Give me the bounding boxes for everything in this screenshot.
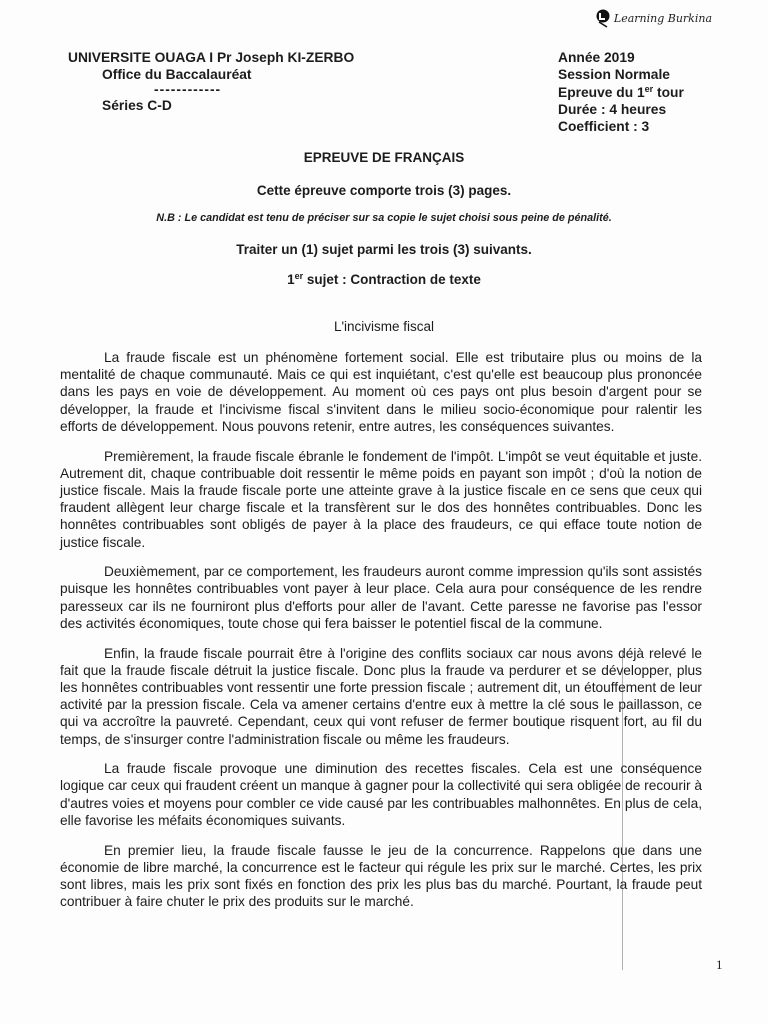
header-left [68, 49, 354, 114]
header-separator: ------------ [154, 82, 222, 97]
paragraph: Premièrement, la fraude fiscale ébranle le fondement de l'impôt. L'impôt se veut équitable et juste. Autrement dit, chaque contribuable doit ressentir le même poids en payant son impôt ; d'où la notion de justice fiscale. Mais la fraude fiscale porte une atteinte grave à la justice fiscale en ce sens que ceux qui fraudent allègent leur charge fiscale et la transfèrent sur le dos des honnêtes contribuables. Donc les honnêtes contribuables sont obligés de payer à la place des fraudeurs, ce qui efface toute notion de justice fiscale. [60, 448, 702, 550]
text-body [60, 349, 702, 923]
paragraph: En premier lieu, la fraude fiscale fausse le jeu de la concurrence. Rappelons que dans une économie de libre marché, la concurrence est le facteur qui régule les prix sur le marché. Certes, les prix sont libres, mais les prix sont fixés en fonction des prix les plus bas du marché. Pourtant, la fraude peut contribuer à faire chuter le prix des produits sur le marché. [60, 842, 702, 910]
office-name: Office du Baccalauréat [102, 67, 252, 82]
watermark-text: Learning Burkina [613, 11, 712, 25]
series-label: Séries C-D [102, 98, 172, 113]
sujet-heading: 1er sujet : Contraction de texte [287, 271, 481, 287]
nb-note: N.B : Le candidat est tenu de préciser sur sa copie le sujet choisi sous peine de pénalité. [156, 212, 612, 224]
paragraph: Deuxièmement, par ce comportement, les fraudeurs auront comme impression qu'ils sont assistés puisque les honnêtes contribuables vont payer à leur place. Cela aura pour conséquence de les rendre paresseux car ils ne fourniront plus d'efforts pour aller de l'avant. Cette paresse ne favorise pas l'essor des activités économiques, toute chose qui fera baisser le potentiel fiscal de la commune. [60, 564, 702, 631]
text-title: L'incivisme fiscal [333, 319, 435, 334]
university-name: UNIVERSITE OUAGA I Pr Joseph KI-ZERBO [68, 50, 355, 65]
logo-icon [595, 8, 611, 28]
duree-label: Durée : 4 heures [558, 101, 667, 117]
header-right [558, 49, 684, 135]
exam-title: EPREUVE DE FRANÇAIS [303, 150, 465, 165]
coefficient-label: Coefficient : 3 [558, 119, 650, 135]
session-label: Session Normale [558, 67, 670, 83]
scan-fold-line [622, 650, 623, 970]
paragraph: La fraude fiscale est un phénomène fortement social. Elle est tributaire plus ou moins de la mentalité de chaque communauté. Mais ce qui est inquiétant, c'est qu'elle est beaucoup plus prononcée dans les pays en voie de développement. Au moment où ces pays ont plus besoin d'argent pour se développer, la fraude et l'incivisme fiscal s'invitent dans le milieu socio-économique pour ralentir les efforts de développement. Nous pouvons retenir, entre autres, les conséquences suivantes. [60, 350, 702, 434]
epreuve-label: Epreuve du 1er tour [558, 83, 684, 100]
instruction: Traiter un (1) sujet parmi les trois (3) suivants. [236, 242, 532, 257]
pages-note: Cette épreuve comporte trois (3) pages. [256, 183, 512, 198]
learning-burkina-watermark [595, 8, 712, 28]
page-number: 1 [716, 957, 723, 972]
paragraph: La fraude fiscale provoque une diminution des recettes fiscales. Cela est une conséquence logique car ceux qui fraudent créent un manque à gagner pour la collectivité qui sera obligée de recourir à d'autres voies et moyens pour combler ce vide causé par les contribuables malhonnêtes. En plus de cela, elle favorise les méfaits économiques suivants. [60, 761, 702, 828]
paragraph: Enfin, la fraude fiscale pourrait être à l'origine des conflits sociaux car nous avons déjà relevé le fait que la fraude fiscale détruit la justice fiscale. Donc plus la fraude va perdurer et se développer, plus les honnêtes contribuables vont ressentir une forte pression fiscale ; autrement dit, un étouffement de leur activité par la pression fiscale. Cela va amener certains d'entre eux à mettre la clé sous le paillasson, ce qui va accroître la pauvreté. Cependant, ceux qui vont refuser de fermer boutique risquent fort, au fil du temps, de s'insurger contre l'administration fiscale ou même les fraudeurs. [60, 645, 702, 747]
year-label: Année 2019 [558, 50, 635, 65]
